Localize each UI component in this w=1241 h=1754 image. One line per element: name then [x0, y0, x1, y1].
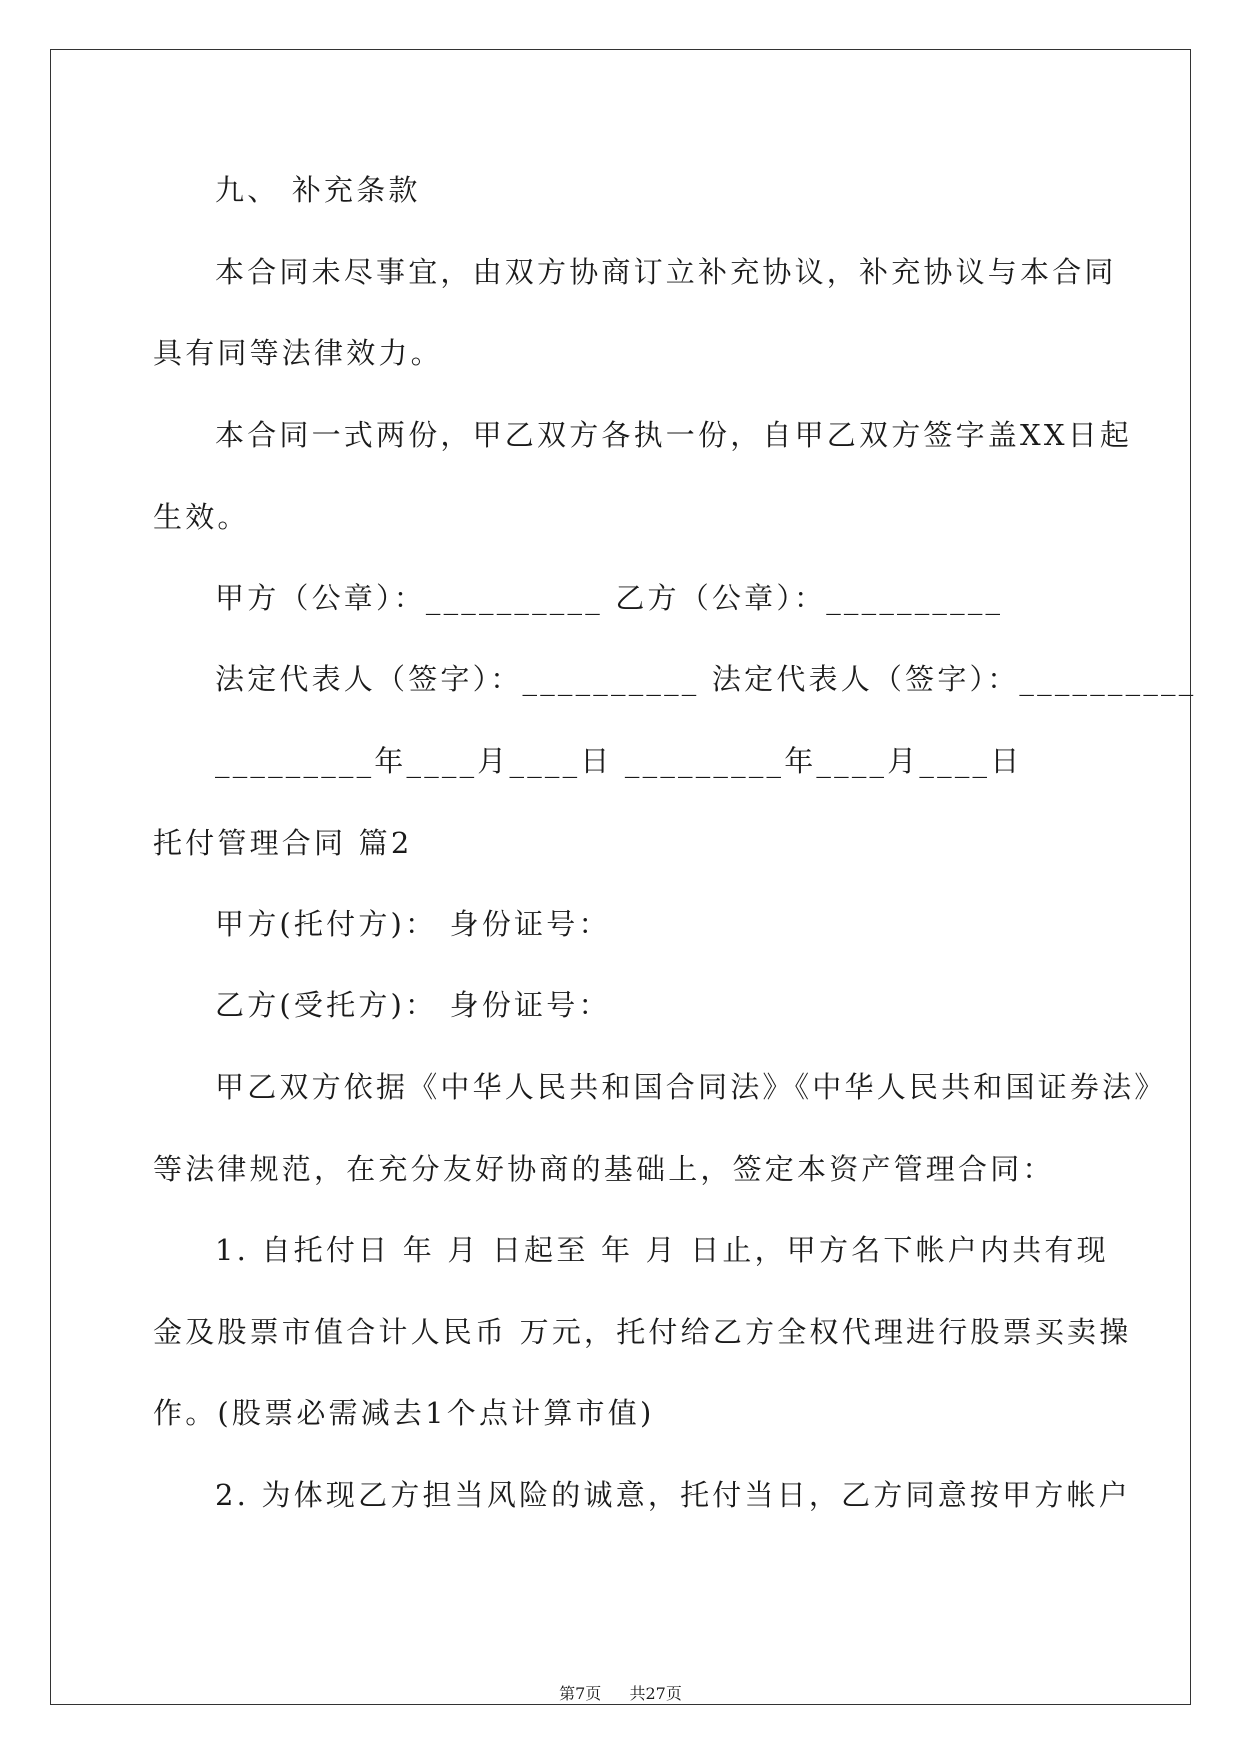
page-number: 第7页 [559, 1684, 602, 1703]
clause-1-line: 作。(股票必需减去1个点计算市值) [153, 1396, 655, 1430]
signature-seal-line: 甲方（公章）：__________ 乙方（公章）：__________ [215, 581, 1004, 615]
paragraph-line: 甲乙双方依据《中华人民共和国合同法》《中华人民共和国证券法》 [215, 1070, 1167, 1104]
contract-title: 托付管理合同 篇2 [153, 826, 413, 860]
signature-representative-line: 法定代表人（签字）：__________ 法定代表人（签字）：__________ [215, 662, 1197, 696]
clause-1-line: 金及股票市值合计人民币 万元，托付给乙方全权代理进行股票买卖操 [153, 1315, 1132, 1349]
clause-1-line: 1. 自托付日 年 月 日起至 年 月 日止，甲方名下帐户内共有现 [215, 1233, 1109, 1267]
paragraph-line: 本合同未尽事宜，由双方协商订立补充协议，补充协议与本合同 [215, 255, 1117, 289]
party-b-line: 乙方(受托方)： 身份证号： [215, 988, 611, 1022]
page-border [50, 49, 1191, 1705]
clause-2-line: 2. 为体现乙方担当风险的诚意，托付当日，乙方同意按甲方帐户 [215, 1478, 1131, 1512]
paragraph-line: 生效。 [153, 500, 250, 534]
page-total: 共27页 [629, 1684, 682, 1703]
page-footer [0, 1684, 1241, 1704]
paragraph-line: 等法律规范，在充分友好协商的基础上，签定本资产管理合同： [153, 1152, 1055, 1186]
paragraph-line: 具有同等法律效力。 [153, 336, 443, 370]
paragraph-line: 本合同一式两份，甲乙双方各执一份，自甲乙双方签字盖XX日起 [215, 418, 1133, 452]
section-heading-supplementary-terms: 九、 补充条款 [215, 173, 421, 207]
party-a-line: 甲方(托付方)： 身份证号： [215, 907, 611, 941]
signature-date-line: _________年____月____日 _________年____月____日 [215, 744, 1023, 778]
